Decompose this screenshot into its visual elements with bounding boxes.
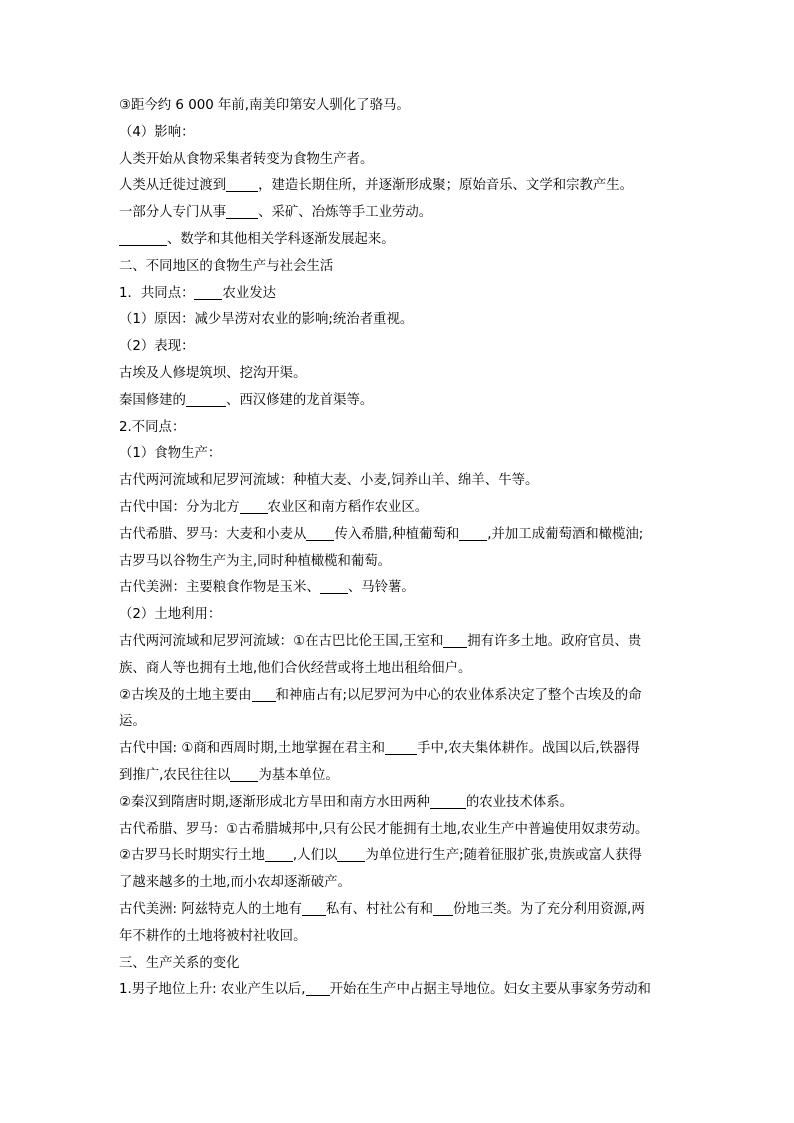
fill-in-blank xyxy=(186,391,226,407)
fill-in-blank xyxy=(252,686,276,702)
fill-in-blank xyxy=(306,525,334,541)
text-line: 族、商人等也拥有土地,他们合伙经营或将土地出租给佃户。 xyxy=(119,660,472,676)
fill-in-blank xyxy=(226,176,258,192)
text-line: 1．共同点： 农业发达 xyxy=(119,285,277,301)
text-line: 运。 xyxy=(119,714,146,730)
text-line: 古代希腊、罗马：大麦和小麦从 传入希腊,种植葡萄和 ,并加工成葡萄酒和橄榄油; xyxy=(119,526,644,542)
fill-in-blank xyxy=(430,793,466,809)
section-heading: 三、生产关系的变化 xyxy=(119,955,240,971)
text-line: （1）食物生产： xyxy=(119,446,222,462)
text-line: 古代两河流域和尼罗河流域：①在古巴比伦王国,王室和 拥有许多土地。政府官员、贵 xyxy=(119,633,642,649)
text-line: ②古罗马长时期实行土地 ,人们以 为单位进行生产;随着征服扩张,贵族或富人获得 xyxy=(119,848,642,864)
fill-in-blank xyxy=(459,525,487,541)
text-line: 1.男子地位上升: 农业产生以后, 开始在生产中占据主导地位。妇女主要从事家务劳动和 xyxy=(119,982,651,998)
fill-in-blank xyxy=(230,766,258,782)
fill-in-blank xyxy=(194,284,222,300)
fill-in-blank xyxy=(265,846,293,862)
text-line: ②古埃及的土地主要由 和神庙占有;以尼罗河为中心的农业体系决定了整个古埃及的命 xyxy=(119,687,642,703)
text-line: 年不耕作的土地将被村社收回。 xyxy=(119,928,307,944)
fill-in-blank xyxy=(240,498,268,514)
text-line: 到推广,农民往往以 为基本单位。 xyxy=(119,767,339,783)
text-line: 古代希腊、罗马：①古希腊城邦中,只有公民才能拥有土地,农业生产中普遍使用奴隶劳动。 xyxy=(119,821,649,837)
fill-in-blank xyxy=(302,900,326,916)
text-line: 古罗马以谷物生产为主,同时种植橄榄和葡萄。 xyxy=(119,553,392,569)
text-line: （2）土地利用： xyxy=(119,607,222,623)
text-line: ③距今约 6 000 年前,南美印第安人驯化了骆马。 xyxy=(119,98,410,113)
section-heading: 二、不同地区的食物生产与社会生活 xyxy=(119,258,334,274)
text-line: 、数学和其他相关学科逐渐发展起来。 xyxy=(119,227,679,254)
text-line: （2）表现： xyxy=(119,339,195,355)
fill-in-blank xyxy=(385,739,417,755)
text-line: 古代美洲：主要粮食作物是玉米、 、马铃薯。 xyxy=(119,580,415,596)
text-line: 古埃及人修堤筑坝、挖沟开渠。 xyxy=(119,365,307,381)
fill-in-blank xyxy=(443,632,467,648)
text-line: 2.不同点： xyxy=(119,419,186,435)
text-line: 古代两河流域和尼罗河流域：种植大麦、小麦,饲养山羊、绵羊、牛等。 xyxy=(119,473,539,489)
text-line: 一部分人专门从事 、采矿、冶炼等手工业劳动。 xyxy=(119,205,433,221)
document-body xyxy=(119,93,679,1004)
text-line: 人类从迁徙过渡到 ，建造长期住所，并逐渐形成聚；原始音乐、文学和宗教产生。 xyxy=(119,178,634,194)
fill-in-blank xyxy=(119,230,167,246)
text-line: 古代中国: ①商和西周时期,土地掌握在君主和 手中,农夫集体耕作。战国以后,铁器得 xyxy=(119,741,640,757)
text-line: （1）原因：减少旱涝对农业的影响;统治者重视。 xyxy=(119,312,414,328)
text-line: 古代中国：分为北方 农业区和南方稻作农业区。 xyxy=(119,499,429,515)
text-line: ②秦汉到隋唐时期,逐渐形成北方旱田和南方水田两种 的农业技术体系。 xyxy=(119,794,573,810)
fill-in-blank xyxy=(433,900,453,916)
section-heading: （4）影响： xyxy=(119,124,195,140)
fill-in-blank xyxy=(337,846,365,862)
text-line: 了越来越多的土地,而小农却逐渐破产。 xyxy=(119,875,351,891)
text-line: 人类开始从食物采集者转变为食物生产者。 xyxy=(119,151,374,167)
text-line: 古代美洲: 阿兹特克人的土地有 私有、村社公有和 份地三类。为了充分利用资源,两 xyxy=(119,901,645,917)
fill-in-blank xyxy=(306,980,330,996)
fill-in-blank xyxy=(320,578,348,594)
fill-in-blank xyxy=(226,203,258,219)
text-line: 秦国修建的 、西汉修建的龙首渠等。 xyxy=(119,392,374,408)
